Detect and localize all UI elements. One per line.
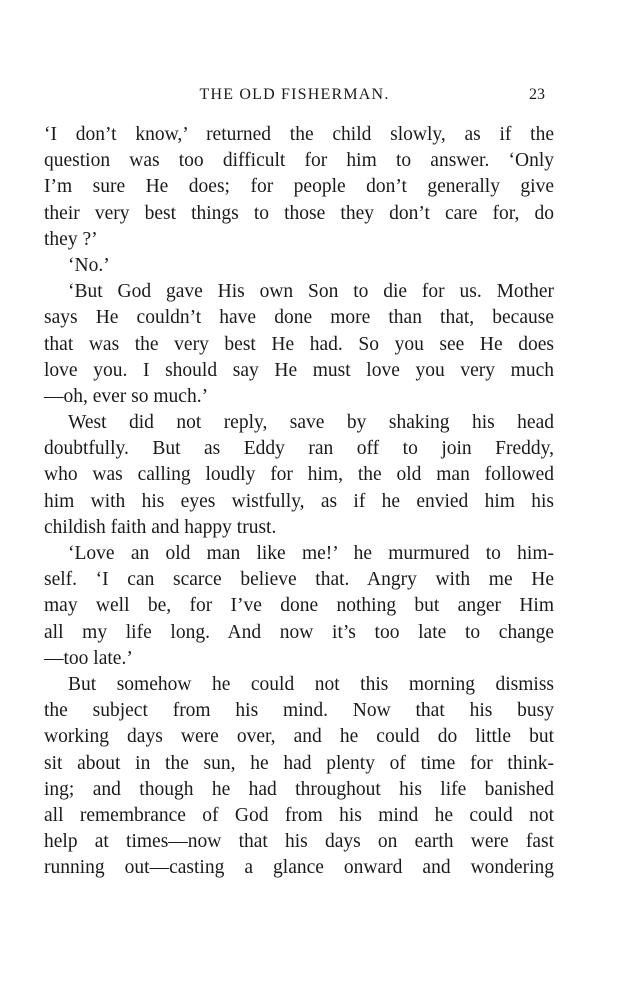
text-line: self. ‘I can scarce believe that. Angry with me He [44,569,554,591]
text-line: the subject from his mind. Now that his busy [44,700,554,722]
running-head [44,86,545,110]
text-line: —too late.’ [44,647,133,669]
text-line: But somehow he could not this morning dismiss [68,673,554,695]
text-line: ‘No.’ [68,254,110,276]
text-line: they ?’ [44,228,98,250]
text-line: ing; and though he had throughout his life banished [44,778,554,800]
text-line: ‘I don’t know,’ returned the child slowly, as if the [44,124,554,145]
text-line: ‘But God gave His own Son to die for us. Mother [68,281,554,303]
text-line: him with his eyes wistfully, as if he envied him his [44,490,554,512]
text-line: their very best things to those they don’t care for, do [44,202,554,224]
text-line: doubtfully. But as Eddy ran off to join Freddy, [44,438,554,460]
page-number: 23 [529,86,545,103]
text-line: that was the very best He had. So you see He does [44,333,554,355]
text-line: ‘Love an old man like me!’ he murmured to him- [68,543,554,564]
text-line: question was too difficult for him to answer. ‘Only [44,150,554,172]
body-text [44,122,554,881]
text-line: all my life long. And now it’s too late to change [44,621,554,643]
text-line: running out—casting a glance onward and wondering [44,857,554,879]
text-line: childish faith and happy trust. [44,516,277,538]
text-line: West did not reply, save by shaking his head [68,412,554,434]
text-line: help at times—now that his days on earth were fast [44,831,554,853]
text-line: —oh, ever so much.’ [44,385,209,407]
text-line: working days were over, and he could do little but [44,726,554,748]
text-line: I’m sure He does; for people don’t generally give [44,176,554,198]
text-line: says He couldn’t have done more than that, because [44,307,554,329]
text-line: all remembrance of God from his mind he could not [44,804,554,826]
text-line: who was calling loudly for him, the old man followed [44,464,554,486]
text-line: love you. I should say He must love you very much [44,359,554,381]
running-title: THE OLD FISHERMAN. [199,86,390,103]
text-line: sit about in the sun, he had plenty of time for think- [44,752,554,774]
text-line: may well be, for I’ve done nothing but anger Him [44,595,554,617]
